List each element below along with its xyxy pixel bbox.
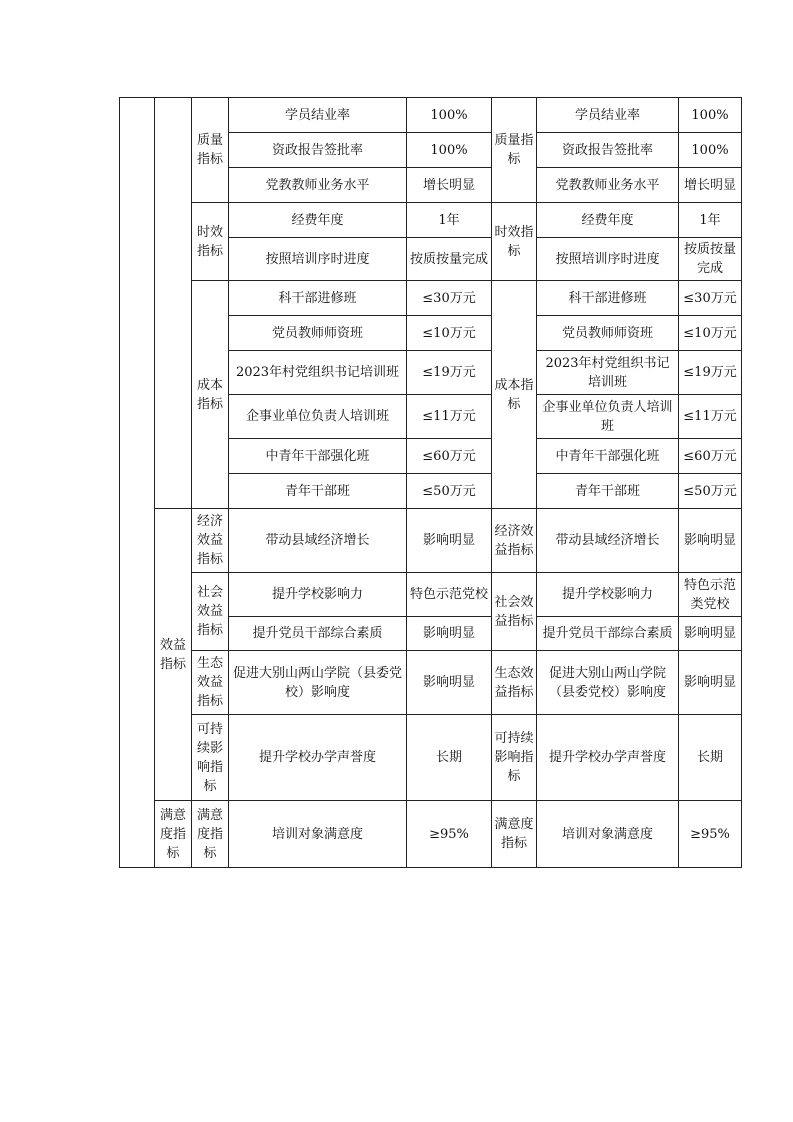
indicator-name-right: 学员结业率 [537,98,679,133]
indicator-value: 增长明显 [407,168,492,203]
indicator-name-right: 中青年干部强化班 [537,439,679,474]
indicator-value-right: 1年 [679,203,742,238]
indicator-value: 1年 [407,203,492,238]
indicator-value-right: ≥95% [679,801,742,868]
table-row [120,715,742,801]
indicator-name: 经费年度 [229,203,407,238]
indicator-name: 按照培训序时进度 [229,238,407,281]
indicator-name-right: 企事业单位负责人培训班 [537,395,679,439]
indicator-name-right: 2023年村党组织书记培训班 [537,351,679,395]
table-row [120,509,742,573]
level3-cell-right: 可持续影响指标 [492,715,537,801]
indicator-name: 党员教师师资班 [229,316,407,351]
indicator-name-right: 党教教师业务水平 [537,168,679,203]
level2-cell [155,98,192,509]
level3-cell-right: 生态效益指标 [492,651,537,715]
level3-cell-right: 成本指标 [492,281,537,509]
indicator-name-right: 促进大别山两山学院（县委党校）影响度 [537,651,679,715]
indicator-value: 影响明显 [407,651,492,715]
indicator-value: ≤30万元 [407,281,492,316]
indicator-name: 党教教师业务水平 [229,168,407,203]
indicator-name-right: 党员教师师资班 [537,316,679,351]
indicator-value: ≤60万元 [407,439,492,474]
indicator-value: 按质按量完成 [407,238,492,281]
level3-cell: 满意度指标 [192,801,229,868]
indicator-value: 100% [407,133,492,168]
indicator-name: 企事业单位负责人培训班 [229,395,407,439]
indicator-value: 特色示范党校 [407,573,492,617]
indicator-name-right: 资政报告签批率 [537,133,679,168]
table-row [120,203,742,238]
indicator-name: 培训对象满意度 [229,801,407,868]
indicator-value-right: ≤60万元 [679,439,742,474]
indicator-value-right: ≤10万元 [679,316,742,351]
table-row [120,573,742,617]
indicator-name: 带动县域经济增长 [229,509,407,573]
indicator-name: 提升党员干部综合素质 [229,617,407,651]
indicator-value-right: 特色示范类党校 [679,573,742,617]
table-row [120,801,742,868]
indicator-name-right: 带动县域经济增长 [537,509,679,573]
indicator-value: 影响明显 [407,617,492,651]
level3-cell: 经济效益指标 [192,509,229,573]
indicator-value-right: ≤30万元 [679,281,742,316]
indicator-name: 促进大别山两山学院（县委党校）影响度 [229,651,407,715]
indicator-name: 资政报告签批率 [229,133,407,168]
level3-cell: 时效指标 [192,203,229,281]
indicator-name: 学员结业率 [229,98,407,133]
table-row [120,651,742,715]
indicator-name: 中青年干部强化班 [229,439,407,474]
indicator-value: ≤11万元 [407,395,492,439]
indicator-value: ≤19万元 [407,351,492,395]
indicator-name: 青年干部班 [229,474,407,509]
level3-cell: 生态效益指标 [192,651,229,715]
level3-cell: 社会效益指标 [192,573,229,651]
indicator-value: ≤10万元 [407,316,492,351]
level1-cell [120,98,155,868]
level3-cell: 成本指标 [192,281,229,509]
level3-cell-right: 满意度指标 [492,801,537,868]
level3-cell-right: 质量指标 [492,98,537,203]
performance-indicator-table [119,97,742,868]
table-row [120,281,742,316]
indicator-value-right: 100% [679,133,742,168]
indicator-value-right: 影响明显 [679,651,742,715]
indicator-value-right: 按质按量完成 [679,238,742,281]
level3-cell: 可持续影响指标 [192,715,229,801]
indicator-value: 长期 [407,715,492,801]
indicator-name-right: 青年干部班 [537,474,679,509]
indicator-value-right: 影响明显 [679,509,742,573]
level3-cell: 质量指标 [192,98,229,203]
indicator-name-right: 经费年度 [537,203,679,238]
indicator-value-right: 长期 [679,715,742,801]
indicator-name: 科干部进修班 [229,281,407,316]
indicator-name-right: 培训对象满意度 [537,801,679,868]
indicator-value-right: 影响明显 [679,617,742,651]
table-row [120,98,742,133]
indicator-value: 影响明显 [407,509,492,573]
level3-cell-right: 时效指标 [492,203,537,281]
indicator-value-right: 增长明显 [679,168,742,203]
indicator-name-right: 按照培训序时进度 [537,238,679,281]
indicator-value-right: ≤11万元 [679,395,742,439]
indicator-value: 100% [407,98,492,133]
indicator-name: 提升学校影响力 [229,573,407,617]
level2-cell: 满意度指标 [155,801,192,868]
level2-cell: 效益指标 [155,509,192,801]
indicator-name-right: 提升党员干部综合素质 [537,617,679,651]
indicator-name: 提升学校办学声誉度 [229,715,407,801]
indicator-name-right: 科干部进修班 [537,281,679,316]
indicator-name: 2023年村党组织书记培训班 [229,351,407,395]
indicator-name-right: 提升学校办学声誉度 [537,715,679,801]
indicator-value-right: 100% [679,98,742,133]
indicator-value: ≤50万元 [407,474,492,509]
indicator-name-right: 提升学校影响力 [537,573,679,617]
indicator-value-right: ≤19万元 [679,351,742,395]
indicator-value: ≥95% [407,801,492,868]
level3-cell-right: 经济效益指标 [492,509,537,573]
level3-cell-right: 社会效益指标 [492,573,537,651]
indicator-value-right: ≤50万元 [679,474,742,509]
